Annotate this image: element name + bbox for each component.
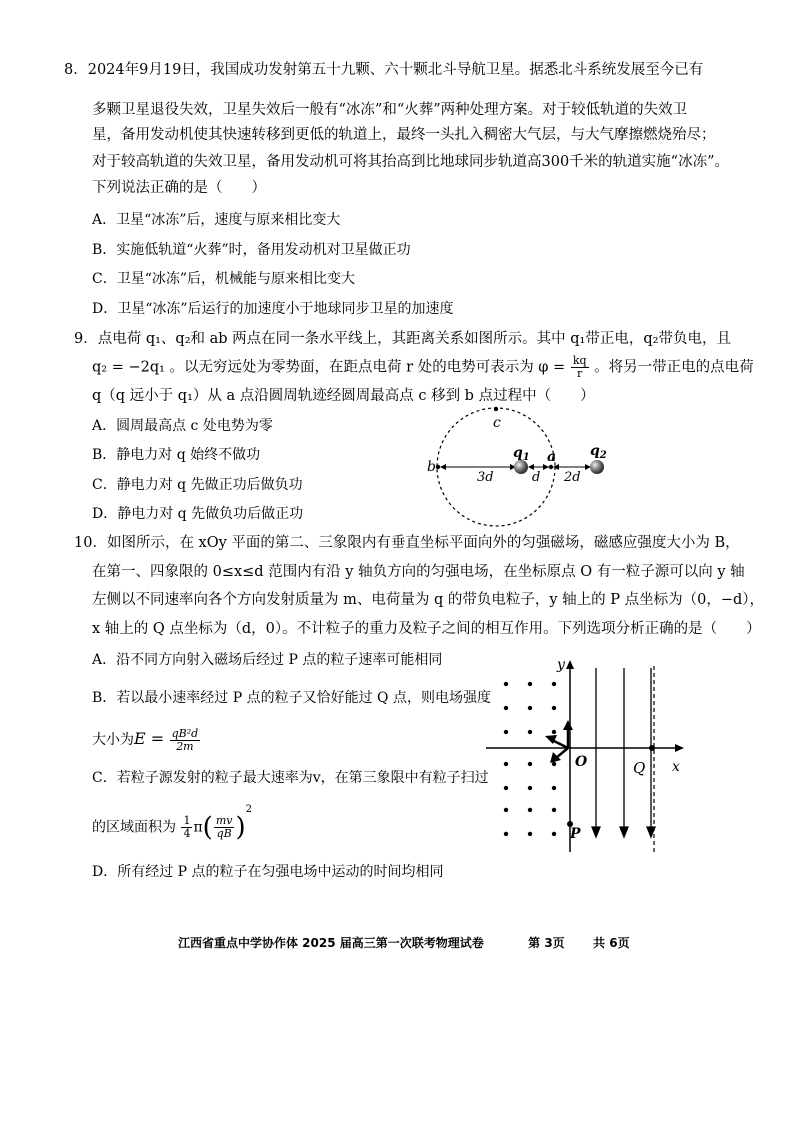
field-fraction-den: 2m [176, 739, 194, 753]
q10-option-a: A．沿不同方向射入磁场后经过 P 点的粒子速率可能相同 [92, 652, 443, 668]
particle-arrow-down-left [556, 748, 568, 758]
label-3d: 3d [477, 470, 494, 485]
label-c: c [493, 415, 501, 431]
q10-line-1: 10．如图所示，在 xOy 平面的第二、三象限内有垂直坐标平面向外的匀强磁场，磁感应强度大小为 B， [74, 535, 740, 551]
origin-label: O [575, 754, 588, 770]
magnetic-field-dots [504, 682, 556, 836]
x-axis-arrow [675, 744, 684, 752]
q10-line-3: 左侧以不同速率向各个方向发射质量为 m、电荷量为 q 的带负电粒子，y 轴上的 P 点坐标为（0，−d）， [92, 592, 765, 608]
area-coef-num: 1 [183, 814, 191, 828]
label-a: a [547, 449, 557, 465]
q10-figure [484, 656, 694, 856]
label-q1: $q_1$ [513, 445, 530, 463]
q9-line-3: q（q 远小于 q₁）从 a 点沿圆周轨迹经圆周最高点 c 移到 b 点过程中（ ） [92, 388, 595, 404]
particle-arrow-up-head [563, 720, 573, 730]
point-p-label: P [570, 826, 581, 842]
particle-arrow-left-up [552, 740, 568, 748]
y-axis-label: y [557, 657, 565, 673]
footer-page-number: 第 3页 [528, 936, 565, 950]
q9-option-a: A．圆周最高点 c 处电势为零 [92, 418, 273, 434]
paren-close: ) [235, 812, 246, 843]
electric-field-lines [592, 668, 655, 837]
q9-line-1: 9．点电荷 q₁、q₂和 ab 两点在同一条水平线上，其距离关系如图所示。其中 q₁带正电，q₂带负电，且 [74, 331, 731, 347]
q8-line-4: 对于较高轨道的失效卫星，备用发动机可将其抬高到比地球同步轨道高300千米的轨道实施“冰冻”。 [92, 154, 729, 170]
dim-3d-arrow-left [440, 464, 446, 470]
q8-option-c: C．卫星“冰冻”后，机械能与原来相比变大 [92, 271, 356, 287]
q8-option-a: A．卫星“冰冻”后，速度与原来相比变大 [92, 212, 341, 228]
q8-line-2: 多颗卫星退役失效，卫星失效后一般有“冰冻”和“火葬”两种处理方案。对于较低轨道的失效卫 [92, 102, 688, 118]
q9-line-2a: q₂ = −2q₁ 。以无穷远处为零势面，在距点电荷 r 处的电势可表示为 φ = [92, 359, 566, 376]
potential-fraction [571, 355, 589, 380]
footer-exam-title: 江西省重点中学协作体 2025 届高三第一次联考物理试卷 [178, 936, 484, 950]
footer-page-total: 共 6页 [593, 936, 630, 950]
q9-line-2 [92, 355, 754, 380]
q10-option-b-line-1: B．若以最小速率经过 P 点的粒子又恰好能过 Q 点，则电场强度 [92, 690, 491, 706]
potential-fraction-num: kq [572, 354, 587, 367]
q10-option-c-line-1: C．若粒子源发射的粒子最大速率为v，在第三象限中有粒子扫过 [92, 770, 489, 786]
area-ratio-num: mv [215, 814, 233, 828]
label-d: d [532, 470, 541, 485]
area-exponent: 2 [245, 804, 252, 815]
area-ratio-den: qB [216, 827, 232, 841]
optb-e: E = [134, 729, 165, 748]
q9-option-b: B．静电力对 q 始终不做功 [92, 447, 261, 463]
paren-open: ( [202, 812, 213, 843]
page-footer [178, 934, 630, 951]
q8-line-5: 下列说法正确的是（ ） [92, 180, 266, 196]
label-2d: 2d [564, 470, 581, 485]
q9-figure [425, 405, 625, 530]
q8-line-1: 8．2024年9月19日，我国成功发射第五十九颗、六十颗北斗导航卫星。据悉北斗系统发展至今已有 [64, 62, 704, 78]
point-a-dot [549, 465, 553, 469]
optb-prefix: 大小为 [92, 732, 134, 748]
y-axis-arrow [566, 660, 574, 669]
point-q-label: Q [633, 759, 646, 777]
area-coef-den: 4 [183, 827, 191, 841]
field-fraction [170, 728, 201, 753]
area-pi: π [193, 819, 203, 836]
q8-line-3: 星，备用发动机使其快速转移到更低的轨道上，最终一头扎入稠密大气层，与大气摩擦燃烧殆尽； [92, 127, 716, 143]
q10-option-c-line-2 [92, 806, 252, 846]
q10-line-4: x 轴上的 Q 点坐标为（d，0）。不计粒子的重力及粒子之间的相互作用。下列选项分析正确的是（ ） [92, 621, 761, 637]
label-q2: $q_2$ [590, 443, 607, 461]
potential-fraction-den: r [577, 367, 583, 380]
area-ratio-fraction [214, 815, 235, 840]
q10-option-d: D．所有经过 P 点的粒子在匀强电场中运动的时间均相同 [92, 864, 444, 880]
q9-option-c: C．静电力对 q 先做正功后做负功 [92, 477, 303, 493]
q10-option-b-line-2 [92, 722, 201, 757]
x-axis-label: x [672, 759, 680, 775]
field-fraction-num: qB²d [171, 726, 199, 740]
label-b: b [427, 459, 436, 475]
point-q-dot [649, 745, 655, 751]
charge-q2 [590, 460, 604, 474]
q9-line-2b: 。将另一带正电的点电荷 [594, 359, 754, 376]
point-c-dot [494, 407, 498, 411]
optc-prefix: 的区域面积为 [92, 819, 176, 836]
q9-option-d: D．静电力对 q 先做负功后做正功 [92, 506, 304, 522]
q8-option-b: B．实施低轨道“火葬”时，备用发动机对卫星做正功 [92, 242, 411, 258]
q10-line-2: 在第一、四象限的 0≤x≤d 范围内有沿 y 轴负方向的匀强电场，在坐标原点 O 有一粒子源可以向 y 轴 [92, 564, 745, 580]
q8-option-d: D．卫星“冰冻”后运行的加速度小于地球同步卫星的加速度 [92, 301, 454, 317]
area-coef-fraction [181, 815, 192, 840]
point-b-dot [436, 465, 440, 469]
